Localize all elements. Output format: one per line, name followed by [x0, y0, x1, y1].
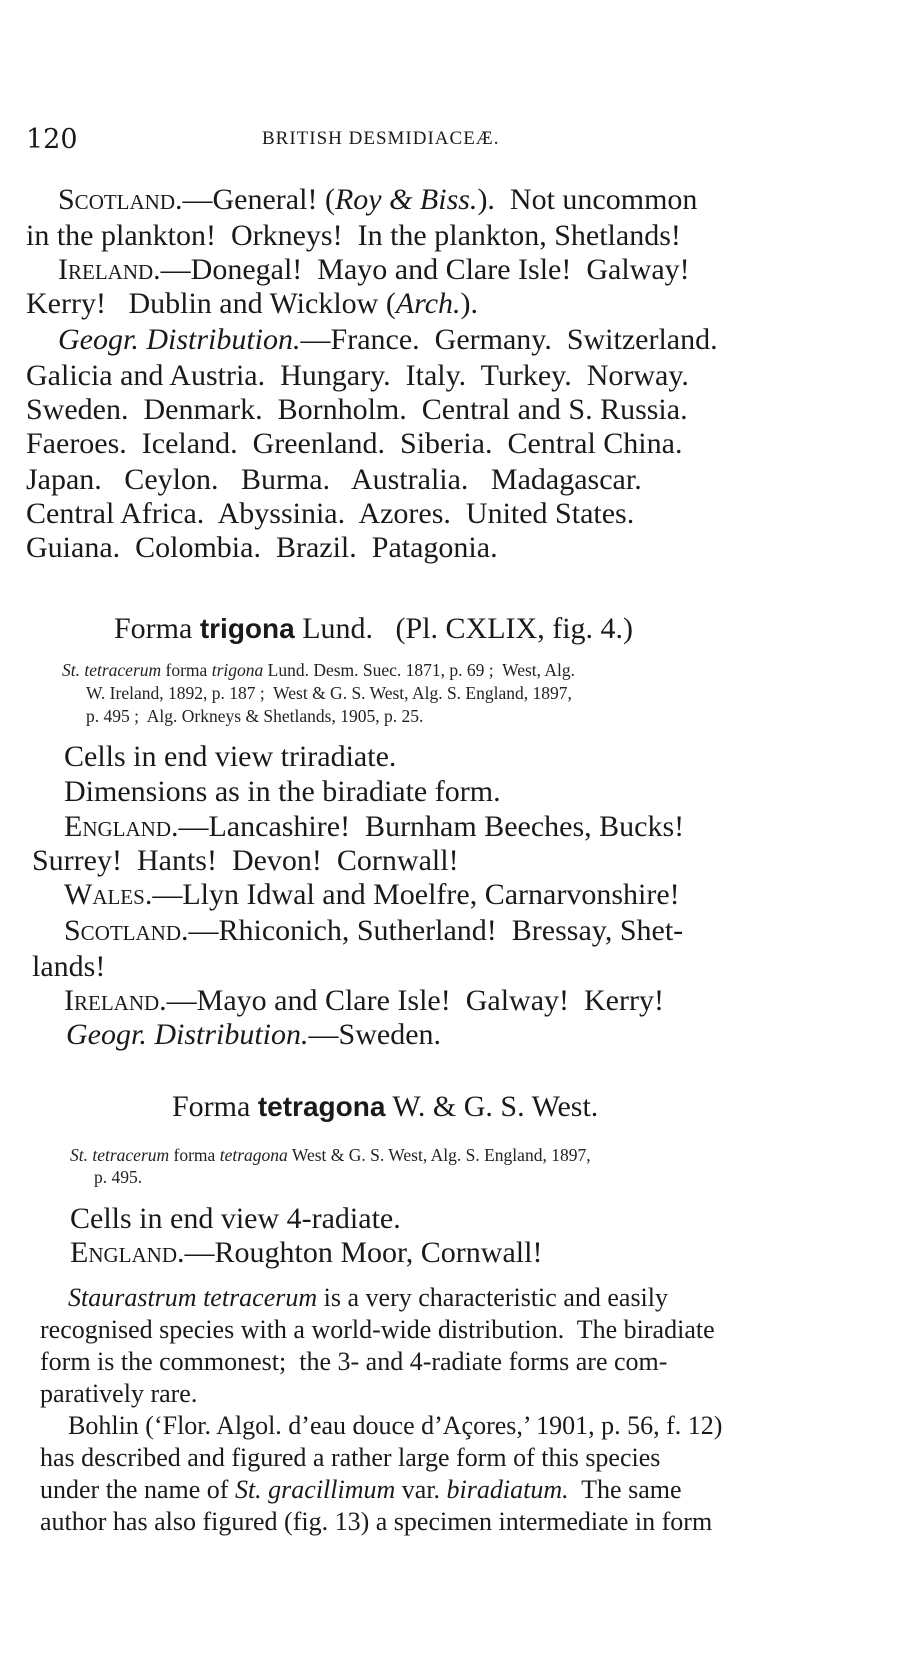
- paragraph-line: form is the commonest; the 3- and 4-radiate forms are com-: [40, 1347, 668, 1376]
- page-number: 120: [26, 124, 78, 155]
- geogr-label: Geogr. Distribution.: [58, 323, 301, 356]
- authority: Arch.: [395, 287, 461, 320]
- text-line: [66, 1018, 441, 1052]
- text-line: [64, 810, 684, 844]
- text-span: —Donegal! Mayo and Clare Isle! Galway!: [160, 253, 690, 286]
- text-span: —General! (: [182, 183, 335, 216]
- text-span: Lund. Desm. Suec. 1871, p. 69 ; West, Alg.: [263, 660, 576, 680]
- text-span: —France. Germany. Switzerland.: [300, 323, 718, 356]
- text-span: The same: [568, 1475, 682, 1504]
- paragraph-line: Bohlin (‘Flor. Algol. d’eau douce d’Açores,’ 1901, p. 56, f. 12): [68, 1411, 723, 1440]
- text-line: in the plankton! Orkneys! In the plankton, Shetlands!: [26, 219, 681, 252]
- region-label: Wales.: [64, 878, 153, 911]
- text-span: Lund. (Pl. CXLIX, fig. 4.): [294, 612, 634, 645]
- text-span: —Rhiconich, Sutherland! Bressay, Shet-: [188, 914, 684, 947]
- text-line: Cells in end view 4-radiate.: [70, 1202, 401, 1235]
- section-heading-trigona: [114, 612, 633, 646]
- text-line: Dimensions as in the biradiate form.: [64, 775, 501, 808]
- paragraph-line: author has also figured (fig. 13) a specimen intermediate in form: [40, 1507, 713, 1536]
- text-line: [64, 914, 683, 948]
- region-label: Scotland.: [58, 183, 183, 216]
- text-line: Faeroes. Iceland. Greenland. Siberia. Central China.: [26, 427, 683, 460]
- taxon-name: tetragona: [219, 1145, 288, 1165]
- text-span: ). Not uncommon: [477, 183, 698, 216]
- text-span: —Mayo and Clare Isle! Galway! Kerry!: [166, 984, 664, 1017]
- text-line: [58, 183, 697, 217]
- text-line: [64, 878, 680, 912]
- text-line: Guiana. Colombia. Brazil. Patagonia.: [26, 531, 498, 564]
- text-span: —Lancashire! Burnham Beeches, Bucks!: [178, 810, 685, 843]
- paragraph-line: [68, 1282, 668, 1314]
- text-span: under the name of: [40, 1475, 235, 1504]
- section-heading-tetragona: [172, 1090, 598, 1124]
- text-line: [64, 984, 664, 1018]
- text-span: forma: [169, 1145, 220, 1165]
- text-span: Forma: [172, 1090, 258, 1123]
- region-label: Scotland.: [64, 914, 189, 947]
- region-label: Ireland.: [58, 253, 161, 286]
- text-span: —Roughton Moor, Cornwall!: [184, 1236, 543, 1269]
- text-line: [58, 323, 718, 357]
- region-label: England.: [64, 810, 179, 843]
- synonymy-line: [70, 1144, 591, 1166]
- text-line: Sweden. Denmark. Bornholm. Central and S. Russia.: [26, 393, 688, 426]
- text-line: Japan. Ceylon. Burma. Australia. Madagascar.: [26, 463, 642, 496]
- text-span: Forma: [114, 612, 200, 645]
- authority: Roy & Biss.: [334, 183, 478, 216]
- geogr-label: Geogr. Distribution.: [66, 1018, 309, 1051]
- forma-name: tetragona: [257, 1091, 386, 1122]
- synonymy-line: [62, 659, 575, 681]
- text-line: Cells in end view triradiate.: [64, 740, 397, 773]
- text-line: [58, 253, 690, 287]
- paragraph-line: recognised species with a world-wide distribution. The biradiate: [40, 1315, 715, 1344]
- running-title: BRITISH DESMIDIACEÆ.: [262, 128, 500, 149]
- text-line: Surrey! Hants! Devon! Cornwall!: [32, 844, 459, 877]
- running-header: [26, 124, 606, 158]
- text-line: Galicia and Austria. Hungary. Italy. Turkey. Norway.: [26, 359, 689, 392]
- forma-name: trigona: [199, 613, 295, 644]
- taxon-name: trigona: [211, 660, 264, 680]
- text-span: is a very characteristic and easily: [317, 1283, 669, 1312]
- paragraph-line: paratively rare.: [40, 1379, 198, 1408]
- synonymy-line: W. Ireland, 1892, p. 187 ; West & G. S. West, Alg. S. England, 1897,: [86, 683, 572, 703]
- text-line: [26, 287, 478, 321]
- paragraph-line: [40, 1474, 682, 1506]
- taxon-name: St. gracillimum: [234, 1475, 396, 1504]
- text-span: —Sweden.: [308, 1018, 442, 1051]
- text-span: —Llyn Idwal and Moelfre, Carnarvonshire!: [152, 878, 680, 911]
- text-span: West & G. S. West, Alg. S. England, 1897,: [287, 1145, 591, 1165]
- text-span: ).: [460, 287, 479, 320]
- text-span: Kerry! Dublin and Wicklow (: [26, 287, 396, 320]
- text-line: [70, 1236, 542, 1270]
- text-span: var.: [395, 1475, 447, 1504]
- text-span: W. & G. S. West.: [385, 1090, 599, 1123]
- text-line: Central Africa. Abyssinia. Azores. United States.: [26, 497, 635, 530]
- synonymy-line: p. 495 ; Alg. Orkneys & Shetlands, 1905, p. 25.: [86, 706, 424, 726]
- taxon-name: St. tetracerum: [62, 660, 162, 680]
- text-line: lands!: [32, 950, 106, 983]
- region-label: Ireland.: [64, 984, 167, 1017]
- taxon-name: Staurastrum tetracerum: [68, 1283, 318, 1312]
- taxon-name: St. tetracerum: [70, 1145, 170, 1165]
- paragraph-line: has described and figured a rather large form of this species: [40, 1443, 661, 1472]
- text-span: forma: [161, 660, 212, 680]
- taxon-name: biradiatum.: [446, 1475, 569, 1504]
- synonymy-line: p. 495.: [94, 1167, 143, 1187]
- region-label: England.: [70, 1236, 185, 1269]
